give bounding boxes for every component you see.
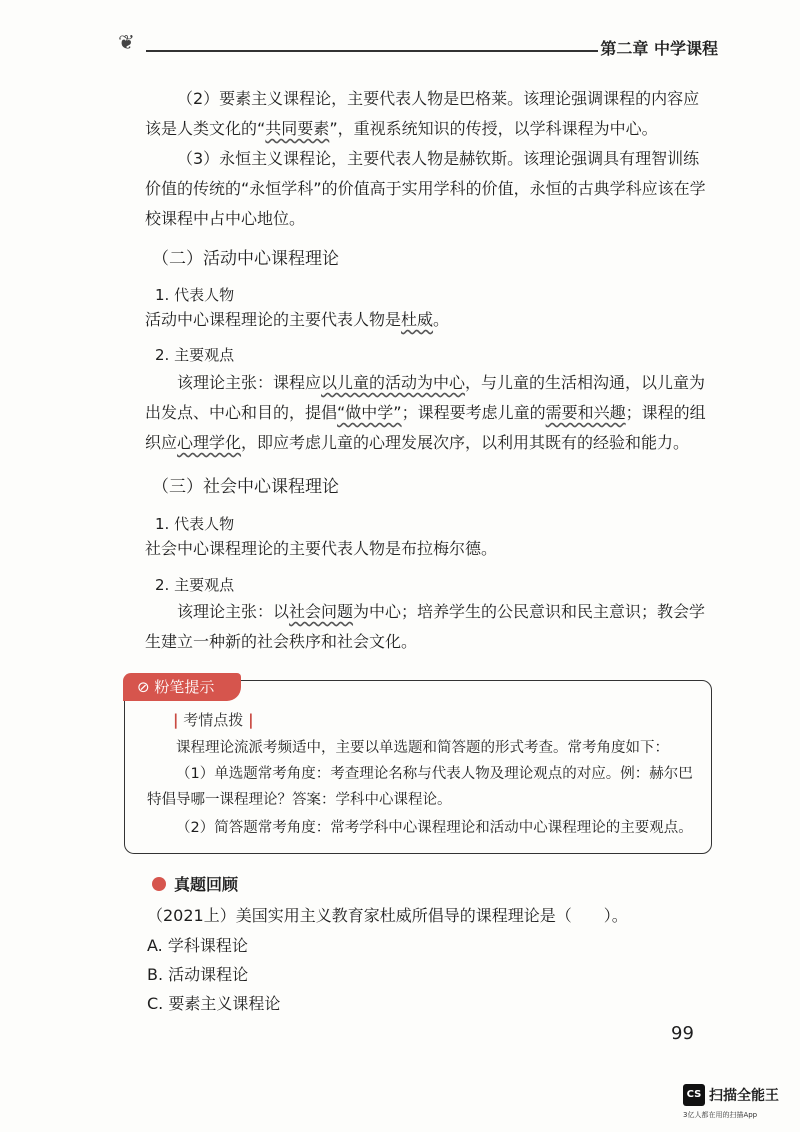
society-representative: 社会中心课程理论的主要代表人物是布拉梅尔德。 [145,539,498,558]
tip-tag: | 考情点拨 | [173,711,254,729]
option-c: C. 要素主义课程论 [147,994,281,1013]
subheading-representative: 1. 代表人物 [155,515,235,533]
option-a: A. 学科课程论 [147,936,248,955]
scanner-slogan: 3亿人都在用的扫描App [683,1111,758,1119]
paragraph-perennialism: （3）永恒主义课程论，主要代表人物是赫钦斯。该理论强调具有理智训练价值的传统的“永恒学科”的价值高于实用学科的价值，永恒的古典学科应该在学校课程中占中心地位。 [145,149,706,228]
review-heading: 真题回顾 [152,872,238,895]
scanner-name: 扫描全能王 [709,1088,779,1104]
scanner-logo-icon: CS [683,1084,705,1106]
tip-line: （1）单选题常考角度：考查理论名称与代表人物及理论观点的对应。例：赫尔巴特倡导哪一课程理论？答案：学科中心课程论。 [147,766,693,808]
section-title-activity: （二）活动中心课程理论 [152,249,339,269]
no-icon: ⊘ [137,678,150,696]
chapter-title: 第二章 中学课程 [600,39,718,58]
page-header [118,30,718,60]
tip-tab: ⊘ 粉笔提示 [123,673,241,701]
leaf-icon: ❦ [118,30,135,54]
review-question: （2021上）美国实用主义教育家杜威所倡导的课程理论是（ ）。 [147,906,628,925]
tip-line: 课程理论流派考频适中，主要以单选题和简答题的形式考查。常考角度如下： [176,740,669,756]
review-icon [152,877,166,891]
activity-viewpoints: 该理论主张：课程应以儿童的活动为中心，与儿童的生活相沟通，以儿童为出发点、中心和目的，提倡“做中学”；课程要考虑儿童的需要和兴趣；课程的组织应心理学化，即应考虑儿童的心理发展次序，以利用其既有的经验和能力。 [145,373,706,452]
page-number: 99 [671,1023,694,1044]
header-rule [146,50,598,52]
activity-representative: 活动中心课程理论的主要代表人物是杜威。 [145,310,450,329]
scanner-watermark [683,1084,795,1124]
tip-box [124,680,712,854]
society-viewpoints: 该理论主张：以社会问题为中心；培养学生的公民意识和民主意识；教会学生建立一种新的社会秩序和社会文化。 [145,602,706,651]
paragraph-essentialism: （2）要素主义课程论，主要代表人物是巴格莱。该理论强调课程的内容应该是人类文化的“共同要素”，重视系统知识的传授，以学科课程为中心。 [145,89,700,138]
subheading-viewpoints: 2. 主要观点 [155,346,235,364]
subheading-viewpoints: 2. 主要观点 [155,576,235,594]
subheading-representative: 1. 代表人物 [155,286,235,304]
tip-line: （2）简答题常考角度：常考学科中心课程理论和活动中心课程理论的主要观点。 [176,820,693,836]
section-title-society: （三）社会中心课程理论 [152,477,339,497]
option-b: B. 活动课程论 [147,965,249,984]
